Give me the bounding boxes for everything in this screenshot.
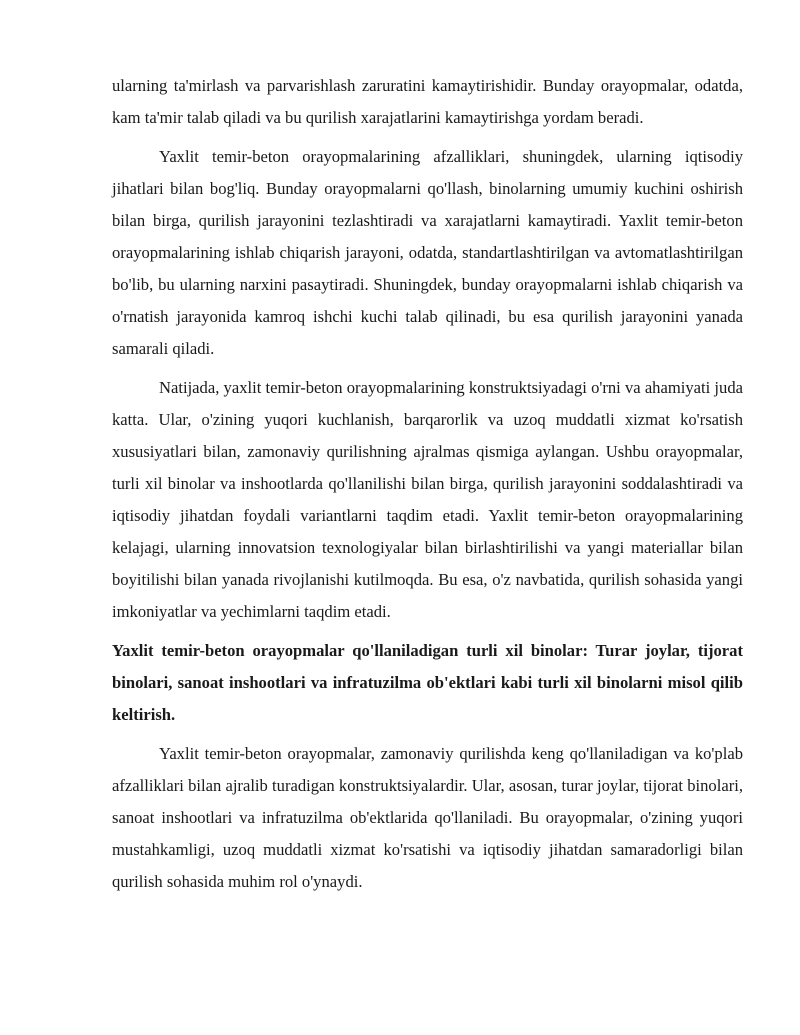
paragraph-continuation: ularning ta'mirlash va parvarishlash zaruratini kamaytirishidir. Bunday orayopmalar, odatda, kam ta'mir talab qiladi va bu qurilish xarajatlarini kamaytirishga yordam beradi. xyxy=(112,76,743,127)
section-heading: Yaxlit temir-beton orayopmalar qo'llaniladigan turli xil binolar: Turar joylar, tijorat binolari, sanoat inshootlari va infratuzilma ob'ektlari kabi turli xil binolarni misol qilib keltirish. xyxy=(112,641,743,724)
paragraph-conclusion: Natijada, yaxlit temir-beton orayopmalarining konstruktsiyadagi o'rni va ahamiyati juda katta. Ular, o'zining yuqori kuchlanish, barqarorlik va uzoq muddatli xizmat ko'rsatish xususiyatlari bilan, zamonaviy qurilishning ajralmas qismiga aylangan. Ushbu orayopmalar, turli xil binolar va inshootlarda qo'llanilishi bilan birga, qurilish jarayonini soddalashtiradi va iqtisodiy jihatdan foydali variantlarni taqdim etadi. Yaxlit temir-beton orayopmalarining kelajagi, ularning innovatsion texnologiyalar bilan birlashtirilishi va yangi materiallar bilan boyitilishi bilan yanada rivojlanishi kutilmoqda. Bu esa, o'z navbatida, qurilish sohasida yangi imkoniyatlar va yechimlarni taqdim etadi. xyxy=(112,378,743,621)
paragraph-building-types: Yaxlit temir-beton orayopmalar, zamonaviy qurilishda keng qo'llaniladigan va ko'plab afzalliklari bilan ajralib turadigan konstruktsiyalardir. Ular, asosan, turar joylar, tijorat binolari, sanoat inshootlari va infratuzilma ob'ektlarida qo'llaniladi. Bu orayopmalar, o'zining yuqori mustahkamligi, uzoq muddatli xizmat ko'rsatishi va iqtisodiy jihatdan samaradorligi bilan qurilish sohasida muhim rol o'ynaydi. xyxy=(112,744,743,891)
paragraph-advantages: Yaxlit temir-beton orayopmalarining afzalliklari, shuningdek, ularning iqtisodiy jihatlari bilan bog'liq. Bunday orayopmalarni qo'llash, binolarning umumiy kuchini oshirish bilan birga, qurilish jarayonini tezlashtiradi va xarajatlarni kamaytiradi. Yaxlit temir-beton orayopmalarining ishlab chiqarish jarayoni, odatda, standartlashtirilgan va avtomatlashtirilgan bo'lib, bu ularning narxini pasaytiradi. Shuningdek, bunday orayopmalarni ishlab chiqarish va o'rnatish jarayonida kamroq ishchi kuchi talab qilinadi, bu esa qurilish jarayonini yanada samarali qiladi. xyxy=(112,147,743,358)
document-page xyxy=(112,70,743,905)
